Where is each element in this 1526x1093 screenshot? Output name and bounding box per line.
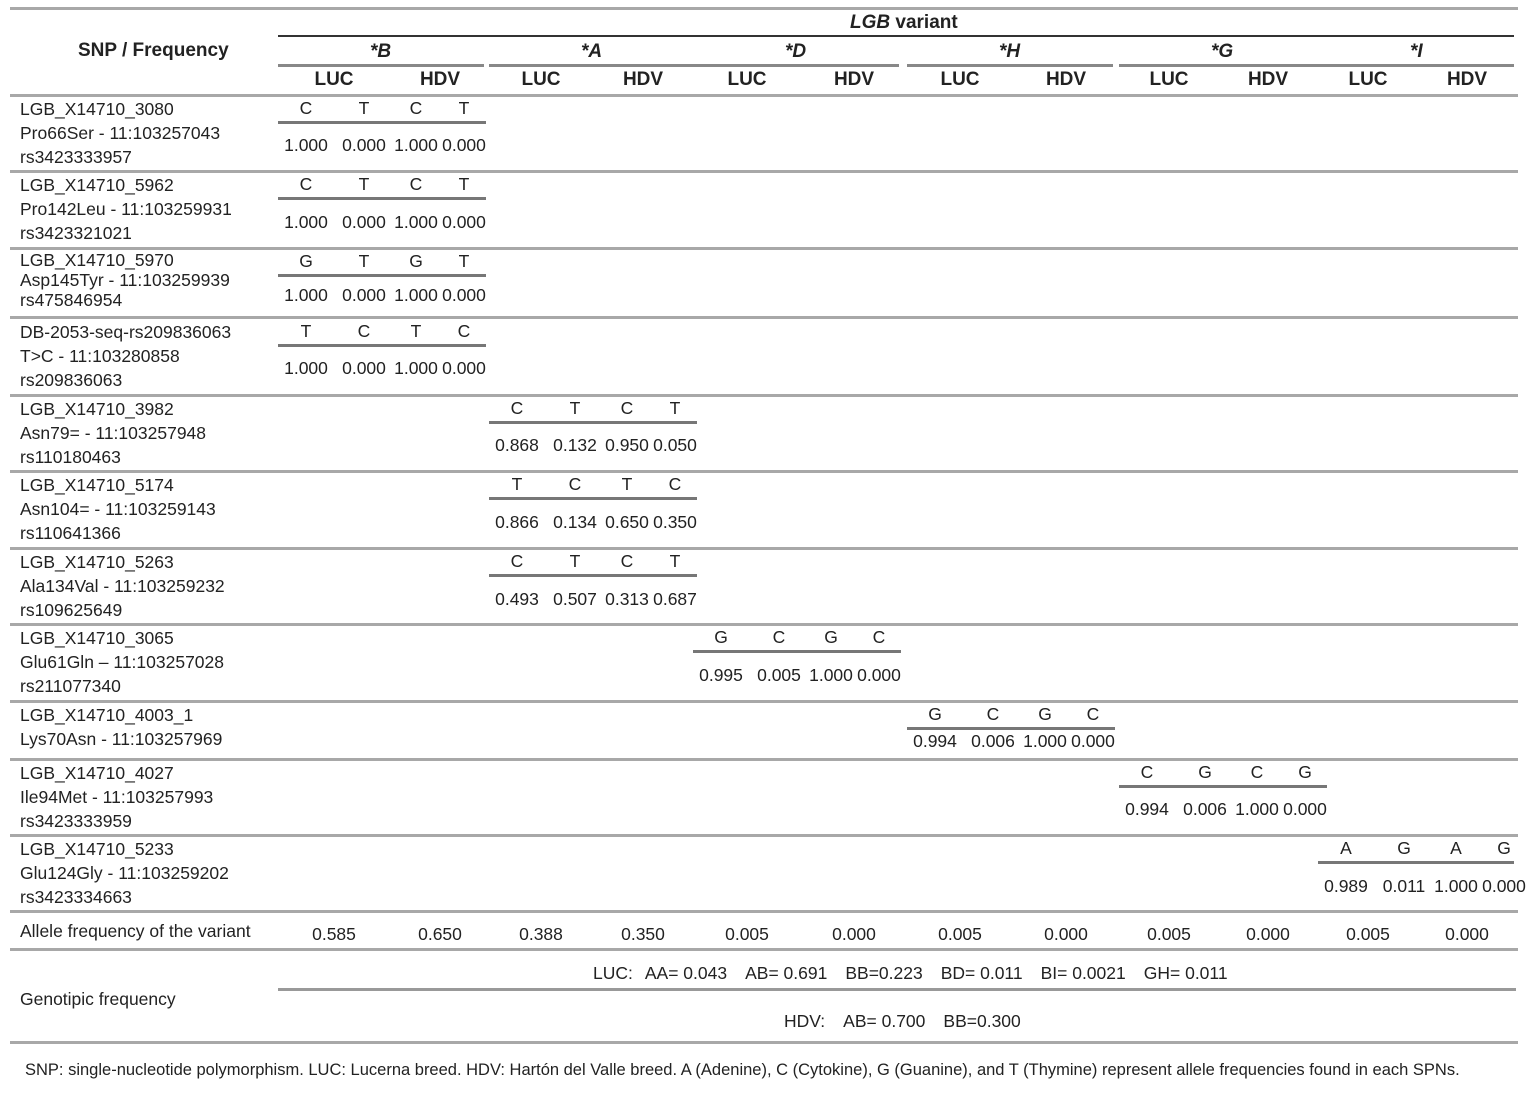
allele-cell: G <box>409 251 423 271</box>
frequency-cell: 1.000 <box>284 358 328 378</box>
allele-rule <box>693 650 901 653</box>
row-divider <box>10 758 1518 761</box>
frequency-cell: 0.000 <box>342 135 386 155</box>
variant-rule-1 <box>489 64 695 67</box>
allele-frequency-value: 0.388 <box>519 924 563 944</box>
frequency-cell: 0.000 <box>342 285 386 305</box>
allele-cell: G <box>928 704 942 724</box>
allele-cell: T <box>569 398 581 418</box>
genotypic-hdv-line <box>784 1011 1021 1032</box>
allele-cell: C <box>357 321 371 341</box>
frequency-cell: 0.134 <box>553 512 597 532</box>
allele-frequency-value: 0.585 <box>312 924 356 944</box>
variant-header-4: *G <box>1211 41 1234 62</box>
allele-cell: T <box>458 174 470 194</box>
breed-header-hdv-2: HDV <box>833 69 875 90</box>
allele-cell: C <box>409 98 423 118</box>
frequency-cell: 1.000 <box>394 285 438 305</box>
snp-rs: rs3423334663 <box>20 887 132 907</box>
row-divider <box>10 623 1518 626</box>
allele-cell: T <box>569 551 581 571</box>
snp-rs: rs209836063 <box>20 370 123 390</box>
variant-header-5: *I <box>1410 41 1423 62</box>
allele-rule <box>489 421 697 424</box>
allele-cell: T <box>358 174 370 194</box>
snp-change: Asn104= - 11:103259143 <box>20 499 216 519</box>
allele-frequency-label: Allele frequency of the variant <box>20 921 251 941</box>
breed-header-luc-2: LUC <box>727 69 767 90</box>
allele-frequency-value: 0.005 <box>1147 924 1191 944</box>
frequency-cell: 0.000 <box>342 358 386 378</box>
variant-header-3: *H <box>999 41 1021 62</box>
snp-change: Ile94Met - 11:103257993 <box>20 787 214 807</box>
snp-name: LGB_X14710_5233 <box>20 839 174 859</box>
allele-cell: T <box>511 474 523 494</box>
header-snp-frequency: SNP / Frequency <box>78 40 229 61</box>
breed-header-luc-0: LUC <box>314 69 354 90</box>
snp-rs: rs110641366 <box>20 523 121 543</box>
allele-cell: C <box>457 321 471 341</box>
frequency-cell: 0.313 <box>605 589 649 609</box>
header-bottom-rule <box>10 94 1518 97</box>
frequency-cell: 1.000 <box>284 135 328 155</box>
frequency-cell: 0.011 <box>1382 876 1426 896</box>
allele-cell: C <box>1140 762 1154 782</box>
allele-cell: C <box>1086 704 1100 724</box>
allele-cell: A <box>1340 838 1352 858</box>
genotypic-hdv-0: AB= 0.700 <box>843 1011 926 1031</box>
genotypic-luc-3: BD= 0.011 <box>940 963 1023 983</box>
allele-cell: C <box>620 551 634 571</box>
frequency-cell: 0.866 <box>495 512 539 532</box>
frequency-cell: 1.000 <box>1434 876 1478 896</box>
frequency-cell: 0.000 <box>1283 799 1327 819</box>
snp-rs: rs3423333959 <box>20 811 132 831</box>
frequency-cell: 1.000 <box>394 358 438 378</box>
snp-change: T>C - 11:103280858 <box>20 346 180 366</box>
genotypic-luc-4: BI= 0.0021 <box>1040 963 1126 983</box>
allele-rule <box>278 274 486 277</box>
breed-header-luc-3: LUC <box>940 69 980 90</box>
row-divider <box>10 700 1518 703</box>
allele-rule <box>278 121 486 124</box>
genotypic-luc-prefix: LUC: <box>593 963 633 983</box>
allele-cell: C <box>986 704 1000 724</box>
allele-cell: C <box>772 627 786 647</box>
table-top-rule <box>10 7 1518 10</box>
allele-cell: C <box>510 398 524 418</box>
snp-rs: rs110180463 <box>20 447 121 467</box>
row-divider <box>10 394 1518 397</box>
allele-rule <box>278 344 486 347</box>
allele-frequency-value: 0.005 <box>1346 924 1390 944</box>
breed-header-luc-4: LUC <box>1149 69 1189 90</box>
allele-cell: G <box>824 627 838 647</box>
frequency-cell: 0.000 <box>442 285 486 305</box>
snp-label <box>20 761 213 833</box>
frequency-cell: 0.050 <box>653 435 697 455</box>
allele-rule <box>489 574 697 577</box>
header-variant-word: variant <box>890 12 958 33</box>
allele-cell: T <box>358 251 370 271</box>
snp-change: Pro142Leu - 11:103259931 <box>20 199 232 219</box>
allele-frequency-value: 0.650 <box>418 924 462 944</box>
snp-name: DB-2053-seq-rs209836063 <box>20 322 232 342</box>
table-footnote: SNP: single-nucleotide polymorphism. LUC: Lucerna breed. HDV: Hartón del Valle breed. A (Adenine), C (Cytokine), G (Guanine), and T (Thymine) represent allele frequencies found in each SPNs. <box>25 1061 1460 1079</box>
breed-header-luc-5: LUC <box>1348 69 1388 90</box>
frequency-cell: 0.006 <box>971 731 1015 751</box>
snp-rs: rs3423321021 <box>20 223 132 243</box>
variant-rule-5 <box>1318 64 1514 67</box>
snp-name: LGB_X14710_4003_1 <box>20 705 194 725</box>
snp-label <box>20 173 232 245</box>
table-bottom-rule <box>10 1041 1518 1044</box>
allele-frequency-value: 0.000 <box>1044 924 1088 944</box>
allele-cell: T <box>669 551 681 571</box>
allele-frequency-value: 0.005 <box>725 924 769 944</box>
snp-rs: rs109625649 <box>20 600 123 620</box>
frequency-cell: 0.650 <box>605 512 649 532</box>
frequency-cell: 0.493 <box>495 589 539 609</box>
frequency-cell: 0.989 <box>1324 876 1368 896</box>
frequency-cell: 0.950 <box>605 435 649 455</box>
allele-cell: T <box>621 474 633 494</box>
breed-header-luc-1: LUC <box>521 69 561 90</box>
allele-cell: G <box>1198 762 1212 782</box>
variant-header-0: *B <box>370 41 392 62</box>
allele-cell: G <box>1298 762 1312 782</box>
snp-rs: rs211077340 <box>20 676 121 696</box>
snp-name: LGB_X14710_5263 <box>20 552 174 572</box>
snp-change: Ala134Val - 11:103259232 <box>20 576 225 596</box>
frequency-cell: 0.868 <box>495 435 539 455</box>
variant-header-1: *A <box>581 41 603 62</box>
breed-header-hdv-3: HDV <box>1045 69 1087 90</box>
allele-cell: T <box>669 398 681 418</box>
allele-cell: T <box>300 321 312 341</box>
snp-name: LGB_X14710_3080 <box>20 99 174 119</box>
snp-change: Lys70Asn - 11:103257969 <box>20 729 223 749</box>
snp-label <box>20 250 230 310</box>
header-variant-rule <box>278 35 1514 37</box>
snp-label <box>20 837 229 909</box>
allele-cell: C <box>872 627 886 647</box>
frequency-cell: 0.995 <box>699 665 743 685</box>
allele-cell: C <box>568 474 582 494</box>
frequency-cell: 0.350 <box>653 512 697 532</box>
frequency-cell: 0.000 <box>1482 876 1526 896</box>
snp-change: Pro66Ser - 11:103257043 <box>20 123 221 143</box>
breed-header-hdv-1: HDV <box>622 69 664 90</box>
row-divider <box>10 170 1518 173</box>
variant-rule-2 <box>693 64 899 67</box>
snp-change: Glu124Gly - 11:103259202 <box>20 863 229 883</box>
snp-label <box>20 320 231 392</box>
breed-header-hdv-4: HDV <box>1247 69 1289 90</box>
genotypic-luc-2: BB=0.223 <box>845 963 923 983</box>
frequency-cell: 0.000 <box>1071 731 1115 751</box>
genotypic-hdv-prefix: HDV: <box>784 1011 826 1031</box>
allele-frequency-value: 0.350 <box>621 924 665 944</box>
frequency-cell: 0.006 <box>1183 799 1227 819</box>
frequency-cell: 0.132 <box>553 435 597 455</box>
snp-name: LGB_X14710_3982 <box>20 399 174 419</box>
allele-cell: T <box>358 98 370 118</box>
frequency-cell: 1.000 <box>284 285 328 305</box>
frequency-cell: 0.000 <box>442 135 486 155</box>
allele-cell: C <box>409 174 423 194</box>
allele-rule <box>278 197 486 200</box>
snp-label <box>20 550 225 622</box>
allele-rule <box>1318 861 1514 864</box>
snp-name: LGB_X14710_5962 <box>20 175 174 195</box>
allele-cell: G <box>1038 704 1052 724</box>
frequency-cell: 1.000 <box>1023 731 1067 751</box>
frequency-cell: 0.000 <box>857 665 901 685</box>
frequency-cell: 0.000 <box>442 212 486 232</box>
snp-rs: rs475846954 <box>20 290 123 310</box>
snp-label <box>20 473 216 545</box>
header-lgb-gene: LGB <box>850 12 891 33</box>
genotypic-frequency-label: Genotipic frequency <box>20 989 176 1009</box>
allele-cell: C <box>299 174 313 194</box>
genotypic-hdv-1: BB=0.300 <box>943 1011 1021 1031</box>
allele-cell: C <box>620 398 634 418</box>
frequency-cell: 0.005 <box>757 665 801 685</box>
allele-rule <box>1119 785 1327 788</box>
variant-header-2: *D <box>785 41 807 62</box>
genotypic-luc-line <box>593 963 1228 984</box>
allele-rule <box>907 727 1115 730</box>
row-divider <box>10 247 1518 250</box>
allele-frequency-value: 0.000 <box>1246 924 1290 944</box>
variant-rule-0 <box>278 64 484 67</box>
frequency-cell: 0.994 <box>913 731 957 751</box>
frequency-cell: 1.000 <box>809 665 853 685</box>
snp-name: LGB_X14710_3065 <box>20 628 174 648</box>
row-divider <box>10 316 1518 319</box>
snp-change: Asp145Tyr - 11:103259939 <box>20 270 230 290</box>
frequency-cell: 0.687 <box>653 589 697 609</box>
frequency-cell: 0.000 <box>342 212 386 232</box>
snp-change: Asn79= - 11:103257948 <box>20 423 207 443</box>
allele-cell: C <box>510 551 524 571</box>
genotypic-mid-rule <box>278 988 1516 991</box>
allele-frequency-bottom-rule <box>10 948 1518 951</box>
frequency-cell: 1.000 <box>394 135 438 155</box>
frequency-cell: 0.994 <box>1125 799 1169 819</box>
allele-frequency-value: 0.000 <box>832 924 876 944</box>
allele-cell: G <box>1397 838 1411 858</box>
snp-name: LGB_X14710_4027 <box>20 763 174 783</box>
allele-cell: C <box>299 98 313 118</box>
breed-header-hdv-5: HDV <box>1446 69 1488 90</box>
breed-header-hdv-0: HDV <box>419 69 461 90</box>
row-divider <box>10 834 1518 837</box>
snp-name: LGB_X14710_5970 <box>20 250 174 270</box>
snp-rs: rs3423333957 <box>20 147 132 167</box>
allele-cell: C <box>668 474 682 494</box>
frequency-cell: 0.507 <box>553 589 597 609</box>
row-divider <box>10 910 1518 913</box>
frequency-cell: 1.000 <box>1235 799 1279 819</box>
snp-label <box>20 397 206 469</box>
allele-cell: G <box>714 627 728 647</box>
genotypic-luc-1: AB= 0.691 <box>745 963 828 983</box>
genotypic-luc-0: AA= 0.043 <box>644 963 728 983</box>
frequency-cell: 0.000 <box>442 358 486 378</box>
allele-cell: T <box>458 251 470 271</box>
frequency-cell: 1.000 <box>394 212 438 232</box>
allele-frequency-value: 0.005 <box>938 924 982 944</box>
frequency-cell: 1.000 <box>284 212 328 232</box>
snp-name: LGB_X14710_5174 <box>20 475 174 495</box>
snp-label <box>20 97 220 169</box>
genotypic-luc-5: GH= 0.011 <box>1143 963 1228 983</box>
row-divider <box>10 470 1518 473</box>
snp-change: Glu61Gln – 11:103257028 <box>20 652 225 672</box>
allele-cell: G <box>299 251 313 271</box>
allele-cell: C <box>1250 762 1264 782</box>
snp-label <box>20 703 222 751</box>
row-divider <box>10 547 1518 550</box>
allele-frequency-value: 0.000 <box>1445 924 1489 944</box>
allele-rule <box>489 497 697 500</box>
variant-rule-4 <box>1119 64 1325 67</box>
variant-rule-3 <box>907 64 1113 67</box>
snp-label <box>20 626 224 698</box>
header-lgb-variant <box>850 12 958 34</box>
allele-cell: T <box>458 98 470 118</box>
allele-cell: G <box>1497 838 1511 858</box>
allele-cell: A <box>1450 838 1462 858</box>
allele-cell: T <box>410 321 422 341</box>
